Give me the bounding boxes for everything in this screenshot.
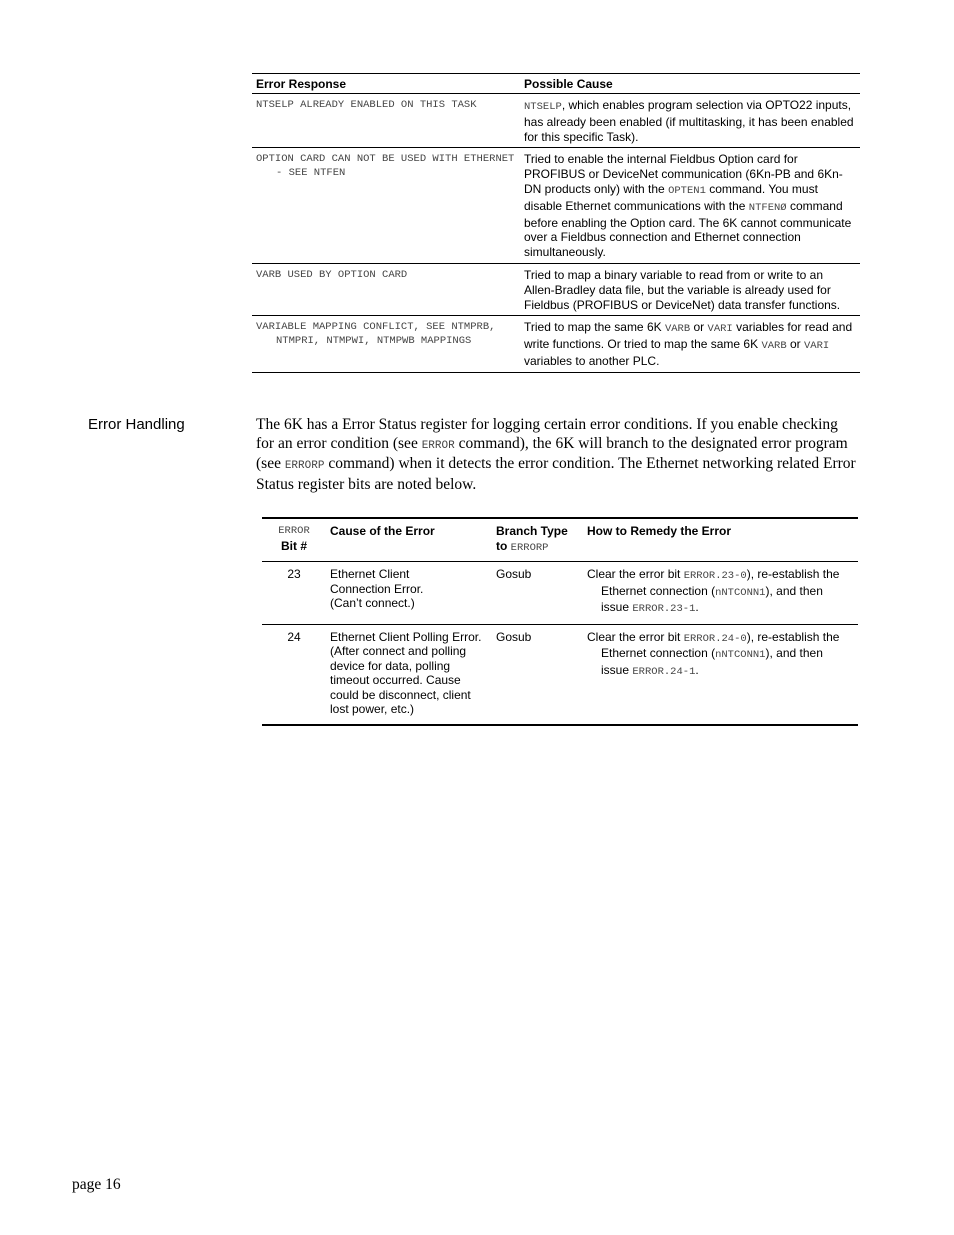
cause-text: Ethernet Client Polling Error. (After connect and polling device for data, polling timeout occurred. Cause could be disconnect, client lost power, etc.) <box>330 629 482 716</box>
cause-text: Ethernet Client Connection Error. (Can’t connect.) <box>330 567 424 610</box>
text-span: command), the 6K will branch to the designated error program (see <box>256 434 848 473</box>
possible-cause-text <box>520 94 860 148</box>
branch-header-code: ERRORP <box>510 541 549 554</box>
bit-header-code: ERROR <box>278 525 310 537</box>
text-span: ), and then issue <box>601 583 823 614</box>
text-span: Clear the error bit <box>587 629 684 644</box>
text-span: . <box>695 600 699 614</box>
text-span: Tried to map a binary variable to read from or write to an Allen-Bradley data file, but the variable is already used for Fieldbus (PROFIBUS or DeviceNet) data transfer functions. <box>524 267 841 312</box>
branch-header-to: to <box>496 538 508 553</box>
text-span: The 6K has a Error Status register for logging certain error conditions. If you enable checking for an error condition (see <box>256 416 838 452</box>
code-span: ERROR.23-0 <box>683 570 747 582</box>
table-row <box>252 263 860 315</box>
table-header-row <box>252 74 860 94</box>
error-response-text: VARIABLE MAPPING CONFLICT, SEE NTMPRB, NTMPRI, NTMPWI, NTMPWB MAPPINGS <box>256 321 496 348</box>
bit-number: 23 <box>287 567 301 581</box>
code-span: ERROR.24-1 <box>632 665 696 678</box>
table-row <box>252 94 860 148</box>
code-span: ERROR <box>421 439 455 452</box>
text-span: Tried to map the same 6K <box>524 320 665 335</box>
text-span: variables for read and write functions. Or tried to map the same 6K <box>524 320 853 352</box>
possible-cause-text <box>520 263 860 315</box>
text-span: or <box>786 337 804 352</box>
code-span: nNTCONN1 <box>715 649 766 661</box>
text-span: Clear the error bit <box>587 567 684 581</box>
possible-cause-text <box>520 316 860 372</box>
text-span: or <box>690 320 708 335</box>
code-span: nNTCONN1 <box>715 586 766 599</box>
page-number: page 16 <box>72 1176 121 1193</box>
code-span: ERROR.24-0 <box>683 632 747 645</box>
code-span: NTFENØ <box>748 201 787 214</box>
table-header-row <box>262 518 858 562</box>
col-header-bit <box>262 518 326 562</box>
col-header-remedy: How to Remedy the Error <box>587 524 732 538</box>
table-row <box>252 148 860 264</box>
text-span: , which enables program selection via OPTO22 inputs, has already been enabled (if multitasking, it has been enabled for this specific Task). <box>524 98 854 144</box>
code-span: VARB <box>664 323 691 336</box>
branch-type: Gosub <box>496 629 532 644</box>
section-heading: Error Handling <box>88 416 185 433</box>
code-span: ERROR.23-1 <box>632 603 696 615</box>
col-header-possible-cause: Possible Cause <box>524 77 613 91</box>
col-header-cause: Cause of the Error <box>330 524 435 538</box>
error-response-text: OPTION CARD CAN NOT BE USED WITH ETHERNET - SEE NTFEN <box>256 153 515 180</box>
possible-cause-text <box>520 148 860 264</box>
branch-type: Gosub <box>496 567 532 581</box>
text-span: command. You must disable Ethernet communications with the <box>524 181 818 213</box>
error-response-text: NTSELP ALREADY ENABLED ON THIS TASK <box>256 99 477 111</box>
text-span: command before enabling the Option card. The 6K cannot communicate over a Fieldbus connection and Ethernet connection simultaneously. <box>524 198 852 260</box>
text-span: ), re-establish the Ethernet connection ( <box>601 629 840 660</box>
code-span: ERRORP <box>284 460 325 473</box>
code-span: OPTEN1 <box>668 184 706 197</box>
error-bits-table <box>262 517 858 726</box>
body-paragraph <box>256 416 856 495</box>
text-span: Tried to enable the internal Fieldbus Option card for PROFIBUS or DeviceNet communication (6Kn-PB and 6Kn-DN products only) with the <box>524 152 843 196</box>
col-header-error-response: Error Response <box>256 77 347 91</box>
table-row <box>252 316 860 372</box>
table-row <box>262 562 858 625</box>
error-response-table <box>252 73 860 373</box>
bit-number: 24 <box>287 629 301 644</box>
error-response-text: VARB USED BY OPTION CARD <box>256 268 408 281</box>
text-span: ), and then issue <box>601 646 823 677</box>
branch-header-label: Branch Type <box>496 524 568 538</box>
code-span: VARI <box>707 323 733 336</box>
code-span: VARI <box>804 340 830 353</box>
bit-header-label: Bit # <box>280 538 307 553</box>
remedy-text <box>587 567 854 617</box>
col-header-branch <box>492 518 583 562</box>
text-span: . <box>695 662 699 677</box>
text-span: ), re-establish the Ethernet connection ( <box>601 567 840 598</box>
text-span: command) when it detects the error condition. The Ethernet networking related Error Status register bits are noted below. <box>256 455 856 494</box>
remedy-text <box>587 630 854 680</box>
code-span: VARB <box>761 340 787 353</box>
table-row <box>262 624 858 725</box>
code-span: NTSELP <box>524 101 562 113</box>
text-span: variables to another PLC. <box>524 353 660 368</box>
